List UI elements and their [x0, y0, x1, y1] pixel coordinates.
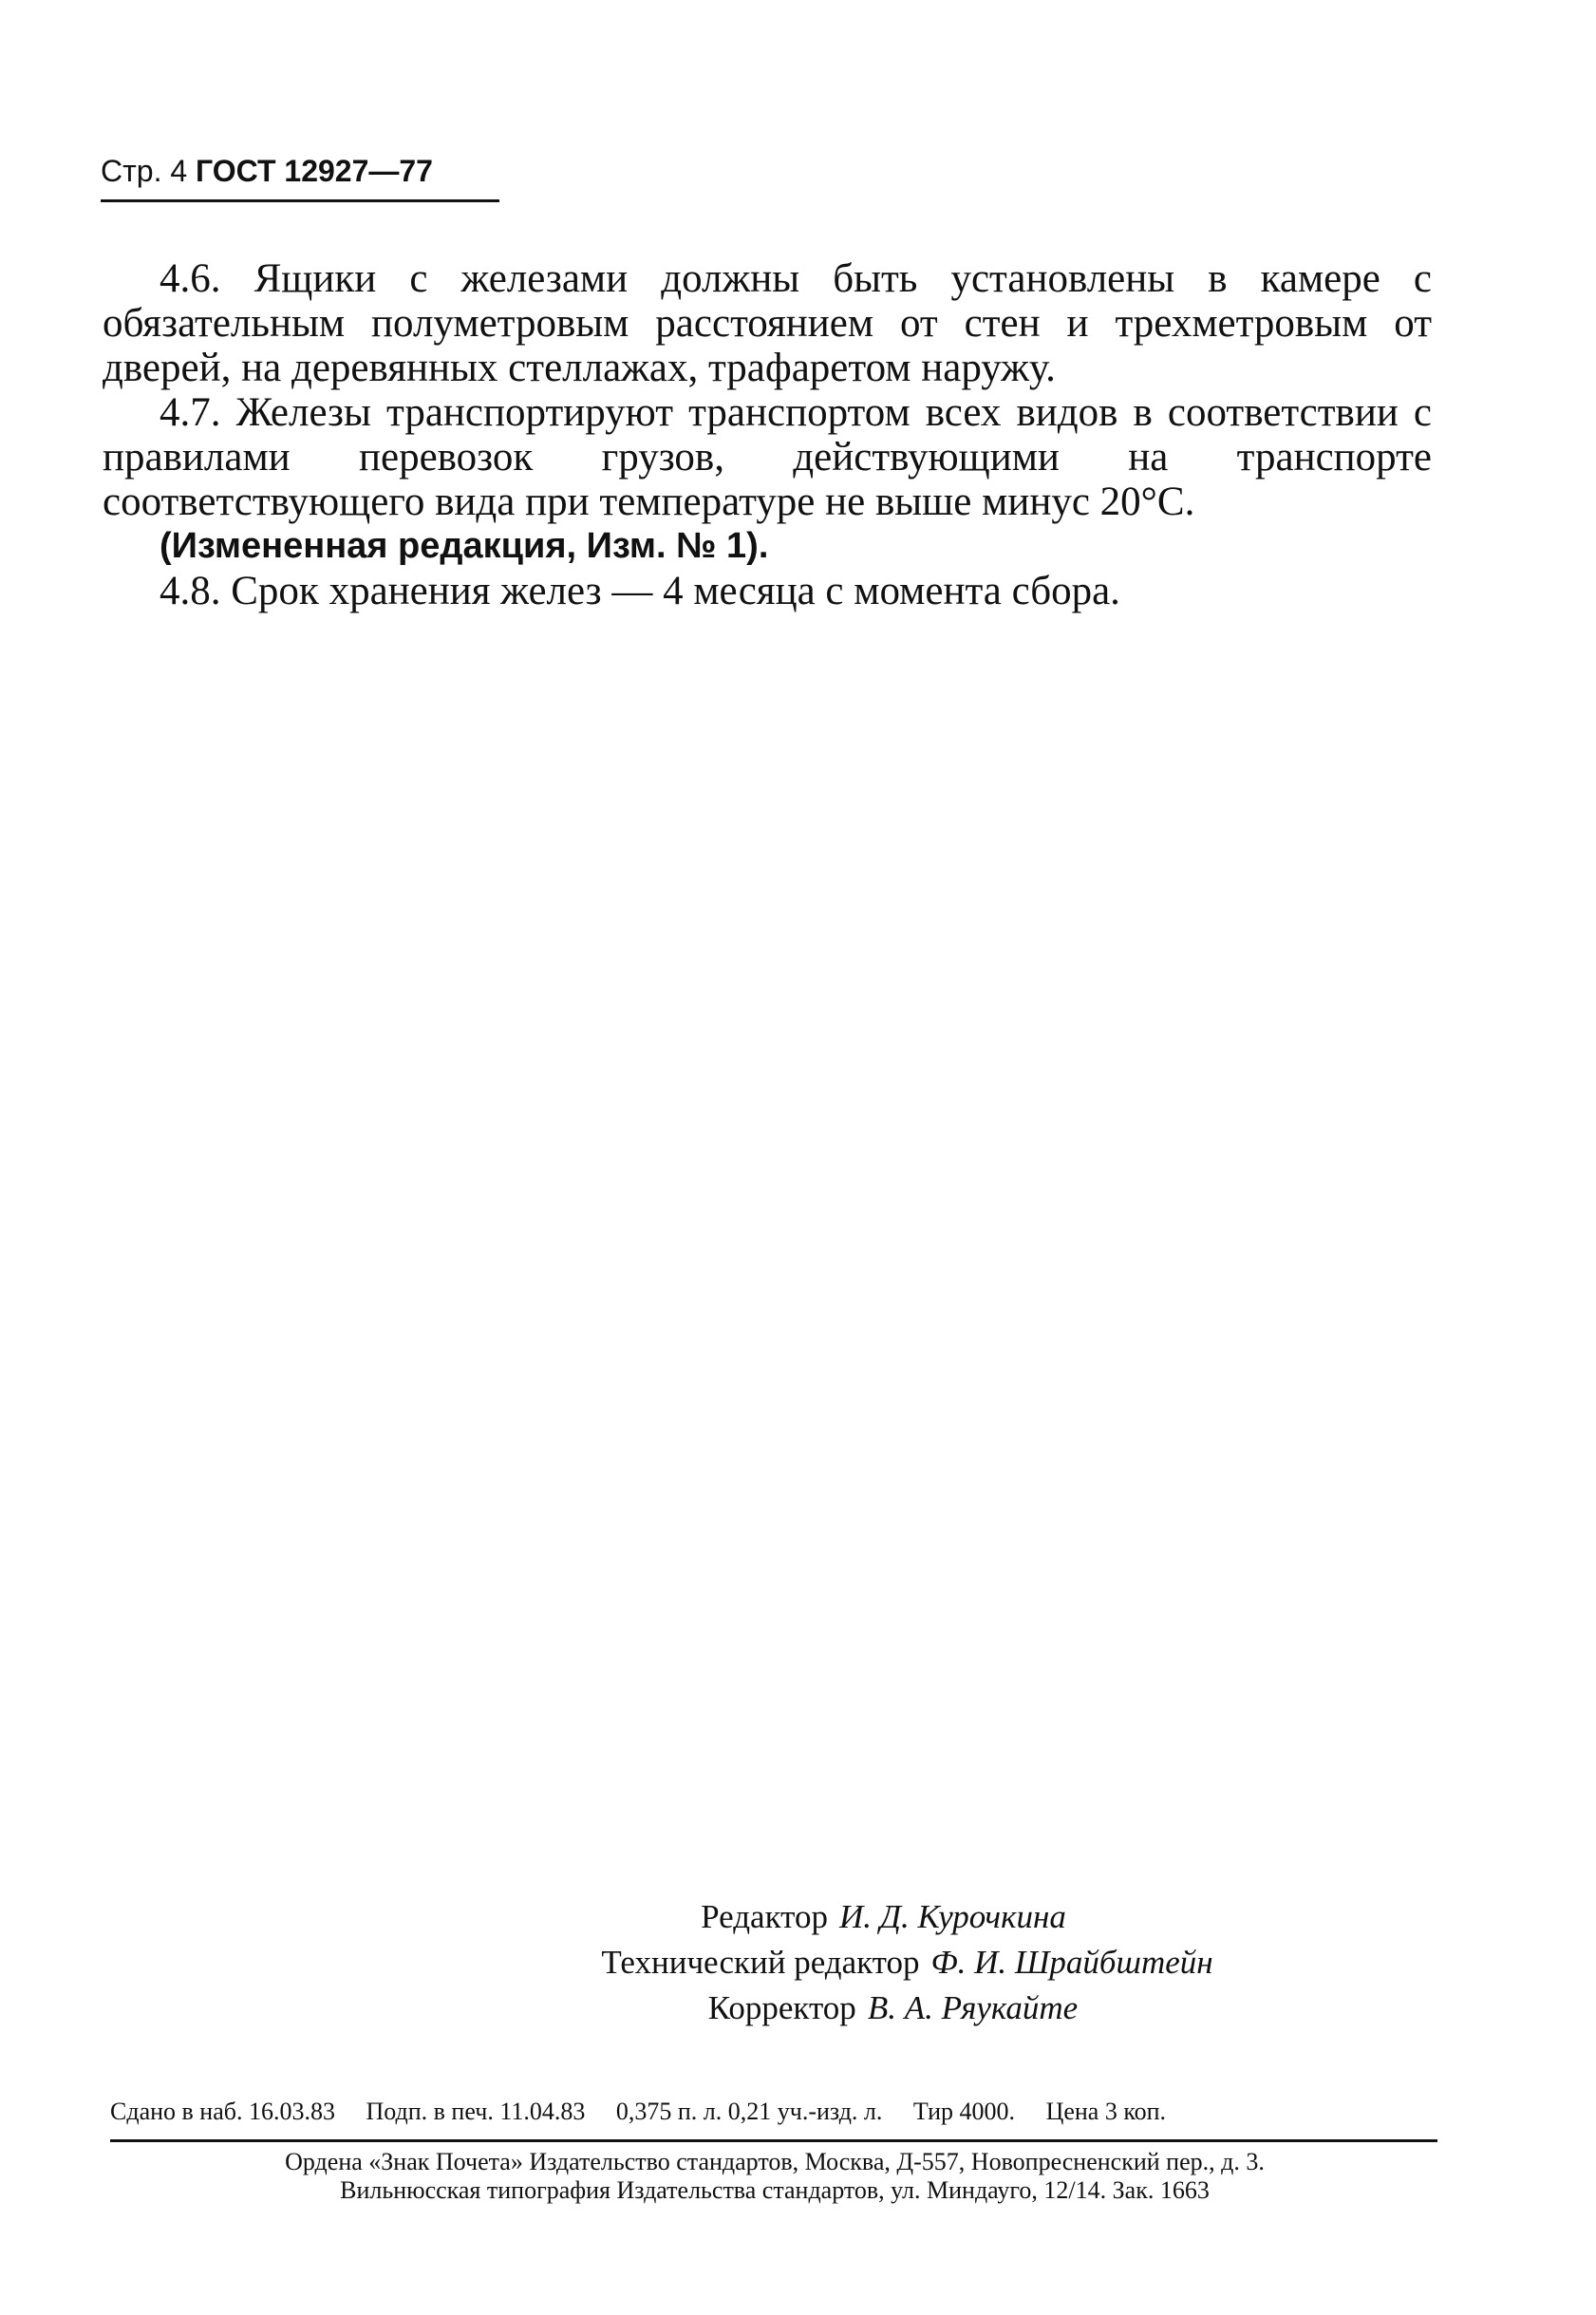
paragraph-4-6: 4.6. Ящики с железами должны быть установлены в камере с обязательным полуметровым расстоянием от стен и трехметровым от дверей, на деревянных стеллажах, трафаретом наружу.: [103, 256, 1432, 390]
credit-role: Технический редактор: [601, 1944, 920, 1981]
credit-corrector: [0, 1986, 1596, 2031]
main-text: [103, 256, 1432, 613]
footer-rule: [110, 2139, 1437, 2142]
credit-technical-editor: [0, 1940, 1596, 1986]
page-header: [101, 152, 499, 190]
amendment-note: (Измененная редакция, Изм. № 1).: [160, 526, 769, 566]
publisher-line: Ордена «Знак Почета» Издательство стандартов, Москва, Д-557, Новопресненский пер., д. 3.: [285, 2148, 1265, 2175]
page-number: Стр. 4: [101, 154, 188, 188]
credits-block: [0, 1894, 1596, 2031]
printer-line: Вильнюсская типография Издательства стандартов, ул. Миндауго, 12/14. Зак. 1663: [340, 2176, 1210, 2204]
credit-person: В. А. Ряукайте: [867, 1989, 1079, 2026]
credit-editor: [0, 1894, 1596, 1940]
print-signed: Подп. в печ. 11.04.83: [366, 2098, 586, 2125]
print-submitted: Сдано в наб. 16.03.83: [110, 2098, 335, 2125]
credit-role: Редактор: [701, 1898, 828, 1935]
header-rule: [101, 199, 499, 202]
print-circulation: Тир 4000.: [912, 2098, 1016, 2125]
paragraph-4-7: 4.7. Железы транспортируют транспортом всех видов в соответствии с правилами перевозок грузов, действующими на транспорте соответствующего вида при температуре не выше минус 20°С.: [103, 390, 1432, 524]
print-sheets: 0,375 п. л. 0,21 уч.-изд. л.: [615, 2098, 883, 2125]
standard-number: ГОСТ 12927—77: [196, 154, 433, 188]
publisher-info: [110, 2148, 1439, 2205]
credit-person: И. Д. Курочкина: [838, 1898, 1066, 1935]
paragraph-4-8: 4.8. Срок хранения желез — 4 месяца с момента сбора.: [160, 569, 1120, 613]
print-info: [110, 2096, 1439, 2128]
credit-role: Корректор: [707, 1989, 856, 2026]
credit-person: Ф. И. Шрайбштейн: [930, 1944, 1213, 1981]
print-price: Цена 3 коп.: [1045, 2098, 1167, 2125]
